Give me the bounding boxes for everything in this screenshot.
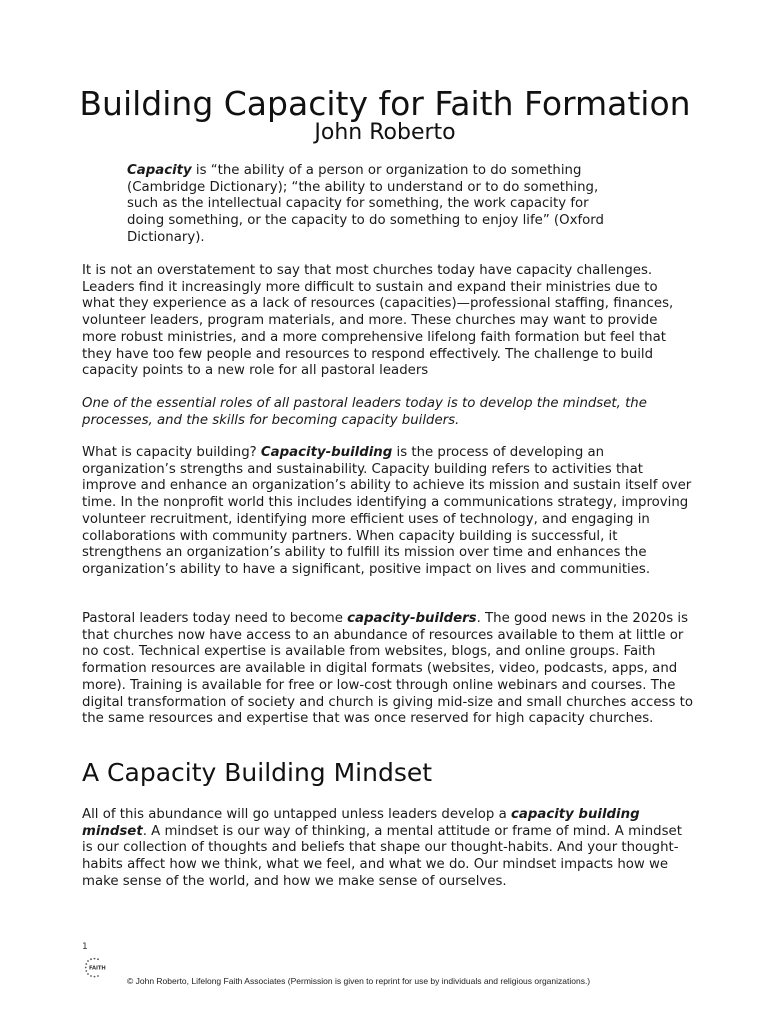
p3-term: Capacity-building [260, 445, 393, 460]
section-heading: A Capacity Building Mindset [82, 758, 433, 787]
paragraph-capacity-builders [82, 611, 694, 728]
quote-term: Capacity [127, 163, 192, 178]
p4-term: capacity-builders [347, 611, 477, 626]
paragraph-capacity-challenges: It is not an overstatement to say that most churches today have capacity challenges. Leaders find it increasingly more difficult to sustain and expand their ministries due to what they experience as a lack of resources (capacities)—professional staffing, finances, volunteer leaders, program materials, and more. These churches may want to provide more robust ministries, and a more comprehensive lifelong faith formation but feel that they have too few people and resources to respond effectively. The challenge to build capacity points to a new role for all pastoral leaders [82, 263, 674, 379]
p3-lead: What is capacity building? [82, 445, 261, 460]
lifelong-faith-logo-icon [82, 955, 106, 979]
paragraph-mindset [82, 807, 694, 891]
p4-rest: . The good news in the 2020s is that churches now have access to an abundance of resources available to them at little or no cost. Technical expertise is available from websites, blogs, and online groups. Faith formation resources are available in digital formats (websites, video, podcasts, apps, and more). Training is available for free or low-cost through online webinars and courses. The digital transformation of society and church is giving mid-size and small churches access to the same resources and expertise that was once reserved for high capacity churches. [82, 611, 693, 727]
page-number: 1 [82, 942, 88, 952]
logo-text: FAITH [89, 965, 106, 972]
paragraph-essential-roles: One of the essential roles of all pastoral leaders today is to develop the mindset, the processes, and the skills for becoming capacity builders. [82, 396, 647, 428]
p5-term: capacity building mindset [82, 807, 640, 839]
quote-text: is “the ability of a person or organization to do something (Cambridge Dictionary); “the ability to understand or to do something, such as the intellectual capacity for something, the work capacity for doing something, or the capacity to do something to enjoy life” (Oxford Dictionary). [127, 163, 604, 245]
p3-rest: is the process of developing an organization’s strengths and sustainability. Capacity building refers to activities that improve and enhance an organization’s ability to achieve its mission and sustain itself over time. In the nonprofit world this includes identifying a communications strategy, improving volunteer recruitment, identifying more efficient uses of technology, and engaging in collaborations with community partners. When capacity building is successful, it strengthens an organization’s ability to fulfill its mission over time and enhances the organization’s ability to have a significant, positive impact on lives and communities. [82, 445, 692, 577]
definition-quote [127, 163, 627, 247]
p5-rest: . A mindset is our way of thinking, a mental attitude or frame of mind. A mindset is our collection of thoughts and beliefs that shape our thought-habits. And your thought-habits affect how we think, what we feel, and what we do. Our mindset impacts how we make sense of the world, and how we make sense of ourselves. [82, 823, 682, 889]
paragraph-what-is-capacity-building [82, 445, 694, 579]
p5-lead: All of this abundance will go untapped unless leaders develop a [82, 807, 511, 822]
copyright-footer: © John Roberto, Lifelong Faith Associates (Permission is given to reprint for use by individuals and religious organizations.) [127, 976, 591, 986]
author-name: John Roberto [314, 120, 456, 145]
p4-lead: Pastoral leaders today need to become [82, 611, 348, 626]
page-title: Building Capacity for Faith Formation [79, 84, 691, 123]
